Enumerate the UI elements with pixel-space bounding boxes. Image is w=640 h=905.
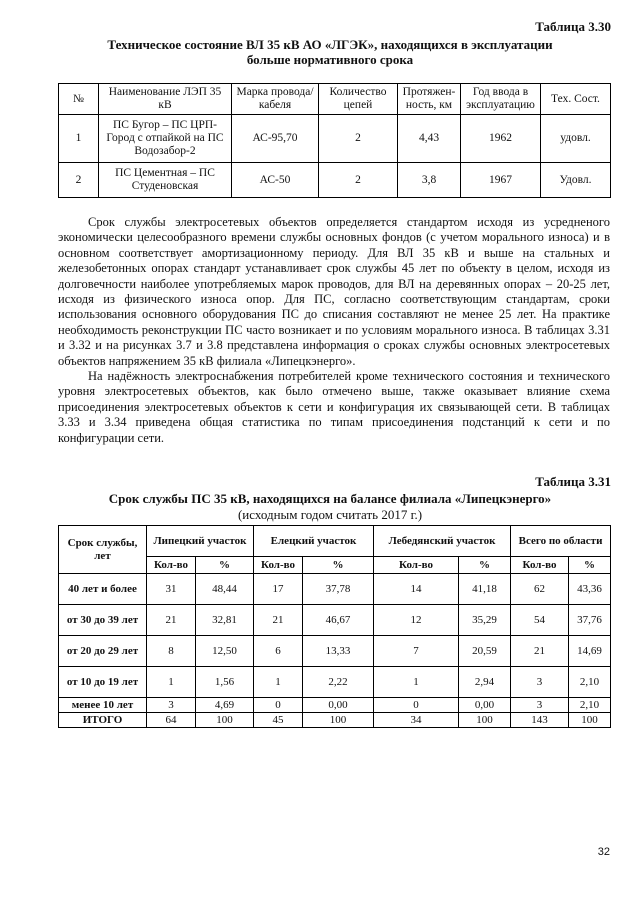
table-3-31 [58,525,611,728]
cell-circuits: 2 [319,115,398,163]
cell-value: 35,29 [459,605,511,636]
cell-value: 21 [511,636,569,667]
header-cell: № [59,84,99,115]
header-cell: Марка провода/кабеля [232,84,319,115]
row-label: от 10 до 19 лет [59,667,147,698]
header-group-lebedyan: Лебедянский участок [374,526,511,557]
cell-value: 20,59 [459,636,511,667]
cell-value: 7 [374,636,459,667]
row-label: от 20 до 29 лет [59,636,147,667]
table-3-30-header-row [59,84,611,115]
table-3-30-label: Таблица 3.30 [535,19,611,34]
table-row [59,636,611,667]
cell-value: 3 [511,698,569,713]
cell-value: 17 [254,574,303,605]
cell-value: 14,69 [569,636,611,667]
table-3-31-label: Таблица 3.31 [535,474,611,489]
cell-year: 1967 [461,163,541,198]
paragraph-reliability: На надёжность электроснабжения потребителей кроме технического состояния и технического уровня электросетевых объектов, как было отмечено выше, также оказывает влияние схема присоединения электросетевых объектов к сети и конфигурация их связывающей сети. В таблицах 3.33 и 3.34 приведена общая статистика по типам присоединения подстанций к сети и по конфигурации сети. [58,369,610,445]
row-label: 40 лет и более [59,574,147,605]
header-cell: Тех. Сост. [541,84,611,115]
cell-length: 4,43 [398,115,461,163]
cell-wire: АС-95,70 [232,115,319,163]
cell-value: 100 [303,713,374,728]
table-row [59,667,611,698]
header-cell: Протяжен-ность, км [398,84,461,115]
cell-value: 12,50 [196,636,254,667]
subheader-count: Кол-во [511,557,569,574]
cell-value: 45 [254,713,303,728]
table-3-31-group-row [59,526,611,557]
cell-circuits: 2 [319,163,398,198]
header-group-elets: Елецкий участок [254,526,374,557]
header-group-lipetsk: Липецкий участок [147,526,254,557]
cell-value: 2,94 [459,667,511,698]
page-number: 32 [597,846,610,858]
table-total-row [59,713,611,728]
cell-state: Удовл. [541,163,611,198]
row-label: от 30 до 39 лет [59,605,147,636]
paragraph-service-life: Срок службы электросетевых объектов определяется стандартом исходя из усредненого экономически целесообразного времени службы основных фондов (с учетом морального износа) и в основном соответствует амортизационному периоду. Для ВЛ 35 кВ и выше на стальных и железобетонных опорах стандарт устанавливает срок службы 45 лет по объекту в целом, исходя из долговечности наиболее употребляемых марок проводов, для ВЛ на деревянных опорах – 20-25 лет, исходя из физического износа опор. Для ПС, согласно соответствующим стандартам, сроки использования основного оборудования ПС до списания составляют не менее 25 лет. На практике необходимость реконструкции ПС часто возникает и по условиям морального износа. В таблицах 3.31 и 3.32 и на рисунках 3.7 и 3.8 представлена информация о сроках службы основных электросетевых объектов напряжением 35 кВ филиала «Липецкэнерго». [58,215,610,368]
table-3-30-title-line1: Техническое состояние ВЛ 35 кВ АО «ЛГЭК», находящихся в эксплуатации [107,37,553,52]
cell-value: 1 [374,667,459,698]
table-row [59,605,611,636]
header-service-life: Срок службы, лет [59,526,147,574]
cell-line-name: ПС Цементная – ПС Студеновская [99,163,232,198]
cell-value: 37,78 [303,574,374,605]
table-row [59,163,611,198]
header-cell: Наименование ЛЭП 35 кВ [99,84,232,115]
cell-value: 31 [147,574,196,605]
cell-number: 1 [59,115,99,163]
cell-value: 12 [374,605,459,636]
subheader-percent: % [569,557,611,574]
header-cell: Количество цепей [319,84,398,115]
table-3-30-title [60,37,600,67]
table-3-31-title: Срок службы ПС 35 кВ, находящихся на балансе филиала «Липецкэнерго» [108,491,552,506]
cell-value: 48,44 [196,574,254,605]
cell-value: 64 [147,713,196,728]
cell-line-name: ПС Бугор – ПС ЦРП-Город с отпайкой на ПС Водозабор-2 [99,115,232,163]
header-group-total: Всего по области [511,526,611,557]
cell-value: 100 [196,713,254,728]
row-label: менее 10 лет [59,698,147,713]
cell-value: 14 [374,574,459,605]
table-3-31-subtitle: (исходным годом считать 2017 г.) [237,507,423,522]
header-cell: Год ввода в эксплуатацию [461,84,541,115]
subheader-percent: % [459,557,511,574]
cell-value: 13,33 [303,636,374,667]
subheader-count: Кол-во [147,557,196,574]
cell-value: 43,36 [569,574,611,605]
cell-value: 21 [254,605,303,636]
cell-value: 1 [147,667,196,698]
table-row [59,574,611,605]
body-text [58,215,610,446]
cell-value: 2,10 [569,698,611,713]
subheader-count: Кол-во [254,557,303,574]
cell-value: 46,67 [303,605,374,636]
cell-value: 37,76 [569,605,611,636]
cell-length: 3,8 [398,163,461,198]
cell-value: 1,56 [196,667,254,698]
cell-value: 8 [147,636,196,667]
cell-value: 32,81 [196,605,254,636]
cell-value: 100 [569,713,611,728]
cell-year: 1962 [461,115,541,163]
cell-value: 1 [254,667,303,698]
cell-value: 41,18 [459,574,511,605]
cell-value: 21 [147,605,196,636]
subheader-percent: % [196,557,254,574]
cell-value: 2,22 [303,667,374,698]
subheader-count: Кол-во [374,557,459,574]
cell-value: 0 [254,698,303,713]
cell-value: 54 [511,605,569,636]
cell-wire: АС-50 [232,163,319,198]
cell-number: 2 [59,163,99,198]
cell-value: 4,69 [196,698,254,713]
table-3-30 [58,83,611,198]
cell-value: 34 [374,713,459,728]
table-row [59,115,611,163]
cell-value: 3 [511,667,569,698]
cell-value: 0,00 [303,698,374,713]
cell-value: 3 [147,698,196,713]
subheader-percent: % [303,557,374,574]
table-row [59,698,611,713]
table-3-30-title-line2: больше нормативного срока [246,52,414,67]
cell-state: удовл. [541,115,611,163]
cell-value: 0,00 [459,698,511,713]
cell-value: 62 [511,574,569,605]
cell-value: 2,10 [569,667,611,698]
cell-value: 6 [254,636,303,667]
cell-value: 100 [459,713,511,728]
row-label-total: ИТОГО [59,713,147,728]
cell-value: 143 [511,713,569,728]
cell-value: 0 [374,698,459,713]
